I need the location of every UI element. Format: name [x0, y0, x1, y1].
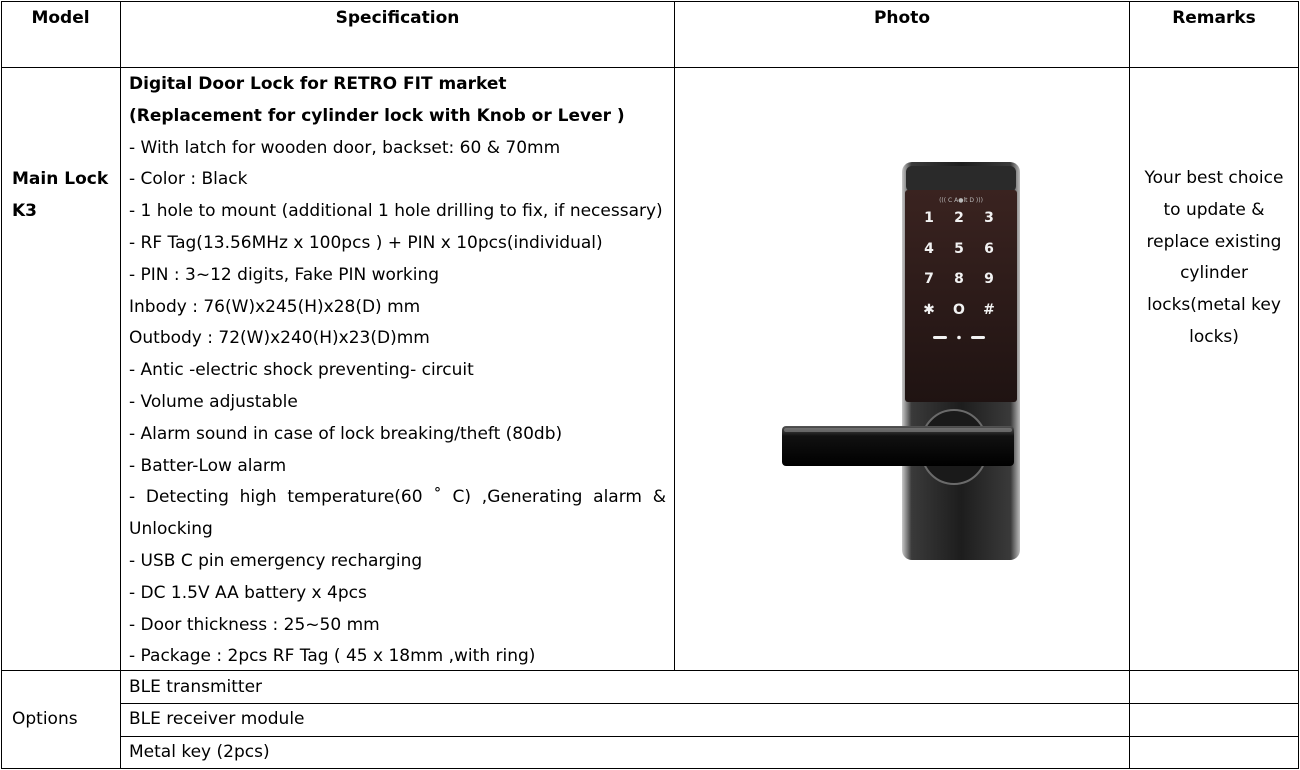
remarks-line: locks)	[1189, 326, 1239, 347]
grid-line	[120, 736, 1299, 737]
option-item: BLE transmitter	[129, 677, 263, 697]
indicator-light	[971, 336, 985, 339]
spec-title: Digital Door Lock for RETRO FIT market	[129, 74, 507, 94]
grid-line	[1298, 1, 1299, 769]
spec-subtitle: (Replacement for cylinder lock with Knob or Lever )	[129, 105, 625, 126]
lever-handle	[782, 410, 1014, 484]
spec-item: - USB C pin emergency recharging	[129, 550, 423, 571]
options-label: Options	[12, 709, 78, 729]
spec-item: - Volume adjustable	[129, 391, 298, 412]
keypad-key: 8	[954, 271, 964, 287]
option-item: BLE receiver module	[129, 709, 305, 729]
door-lock-photo	[780, 160, 1025, 562]
header-specification: Specification	[335, 8, 460, 28]
grid-line	[1, 67, 1299, 68]
spec-item: - Package : 2pcs RF Tag ( 45 x 18mm ,with ring)	[129, 646, 536, 667]
header-model: Model	[31, 8, 90, 28]
keypad-key: 4	[924, 241, 934, 257]
model-line: Main Lock	[12, 169, 109, 189]
header-remarks: Remarks	[1172, 8, 1256, 28]
spec-item: - DC 1.5V AA battery x 4pcs	[129, 582, 367, 603]
spec-item: - Batter-Low alarm	[129, 455, 287, 476]
spec-item: - RF Tag(13.56MHz x 100pcs ) + PIN x 10pcs(individual)	[129, 232, 603, 253]
grid-line	[1129, 1, 1130, 769]
keypad-key: ✱	[923, 302, 935, 318]
keypad-key: 1	[924, 210, 934, 226]
grid-line	[674, 1, 675, 671]
spec-item: Inbody : 76(W)x245(H)x28(D) mm	[129, 296, 421, 317]
grid-line	[1, 1, 2, 769]
remarks-text	[1131, 163, 1297, 354]
remarks-line: locks(metal key	[1147, 295, 1281, 316]
keypad-key: 3	[984, 210, 994, 226]
spec-item: - Antic -electric shock preventing- circuit	[129, 360, 474, 381]
spec-item: - Color : Black	[129, 169, 248, 190]
spec-item: - With latch for wooden door, backset: 60 & 70mm	[129, 137, 561, 158]
remarks-line: to update &	[1163, 199, 1265, 220]
keypad-key: 2	[954, 210, 964, 226]
keypad-key: 5	[954, 241, 964, 257]
header-photo: Photo	[873, 8, 931, 28]
option-item: Metal key (2pcs)	[129, 742, 270, 762]
spec-item: - Alarm sound in case of lock breaking/theft (80db)	[129, 423, 563, 444]
remarks-line: Your best choice	[1144, 168, 1284, 188]
spec-item: - PIN : 3~12 digits, Fake PIN working	[129, 264, 440, 285]
keypad-key: O	[953, 302, 965, 318]
keypad-brand: ((( C A●lt D )))	[939, 197, 983, 204]
remarks-line: replace existing	[1146, 231, 1282, 252]
grid-line	[120, 1, 121, 769]
spec-item: Unlocking	[129, 519, 213, 540]
model-line: K3	[12, 200, 38, 221]
grid-line	[1, 1, 1299, 2]
keypad-key: 6	[984, 241, 994, 257]
keypad-key: #	[983, 302, 995, 318]
keypad-key: 9	[984, 271, 994, 287]
spec-item: - Door thickness : 25~50 mm	[129, 614, 380, 635]
model-name	[12, 164, 108, 228]
spec-item: - Detecting high temperature(60 ˚ C) ,Generating alarm &	[129, 487, 666, 508]
indicator-light	[957, 336, 961, 340]
remarks-line: cylinder	[1180, 263, 1248, 284]
keypad-key: 7	[924, 271, 934, 287]
specification-list	[129, 69, 666, 673]
spec-item: Outbody : 72(W)x240(H)x23(D)mm	[129, 328, 430, 349]
indicator-lights	[933, 336, 985, 340]
indicator-light	[933, 336, 947, 339]
spec-item: - 1 hole to mount (additional 1 hole drilling to fix, if necessary)	[129, 201, 663, 222]
